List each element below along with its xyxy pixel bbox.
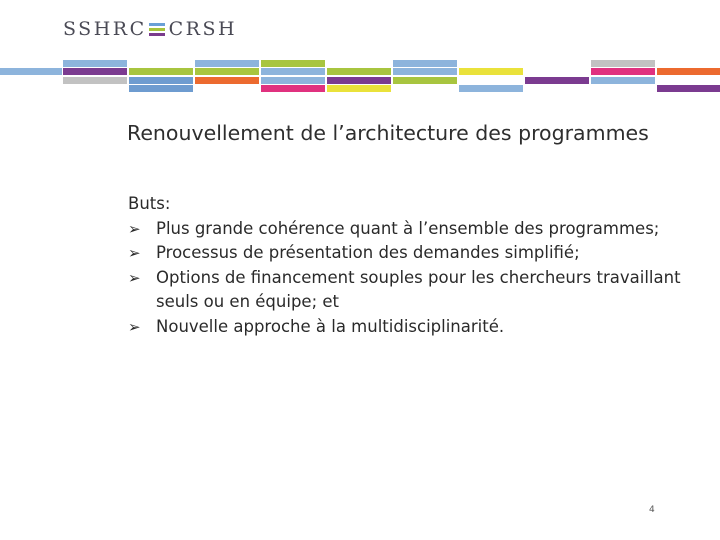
stripe [195,60,259,67]
stripe [327,68,391,75]
stripe [327,77,391,84]
arrow-bullet-icon: ➢ [128,244,141,262]
page-number: 4 [649,505,655,515]
stripe [459,68,523,75]
stripe [261,60,325,67]
arrow-bullet-icon: ➢ [128,317,141,336]
stripe [327,85,391,92]
logo-right-text: CRSH [168,18,238,40]
bullet-text: Nouvelle approche à la multidisciplinarité. [156,316,505,336]
stripe [129,77,193,84]
stripe [657,85,720,92]
stripe [63,77,127,84]
stripe [195,77,259,84]
arrow-bullet-icon: ➢ [128,219,141,238]
stripe [657,68,720,75]
stripe [129,68,193,75]
stripe [591,77,655,84]
bullet-item [128,266,688,315]
slide-body [128,192,688,339]
goals-heading: Buts: [128,194,171,213]
stripe [261,85,325,92]
logo-left-text: SSHRC [63,18,147,40]
stripe [525,77,589,84]
bullet-item [128,217,688,242]
bullet-text: Processus de présentation des demandes simplifié; [156,243,580,262]
slide-title: Renouvellement de l’architecture des programmes [127,121,649,145]
bullet-text: Plus grande cohérence quant à l’ensemble des programmes; [156,218,660,238]
bullet-item [128,315,688,340]
stripe [0,68,62,75]
stripe [393,77,457,84]
stripe [63,68,127,75]
stripe [195,68,259,75]
stripe [393,60,457,67]
stripe [591,68,655,75]
stripe [393,68,457,75]
arrow-bullet-icon: ➢ [128,268,141,287]
stripe [129,85,193,92]
stripe [63,60,127,67]
decorative-color-stripes [0,0,720,100]
bullet-text: Options de financement souples pour les chercheurs travaillant seuls ou en équipe; et [156,267,681,311]
stripe [261,68,325,75]
stripe [261,77,325,84]
stripe [459,85,523,92]
bullet-item [128,241,688,266]
stripe [591,60,655,67]
